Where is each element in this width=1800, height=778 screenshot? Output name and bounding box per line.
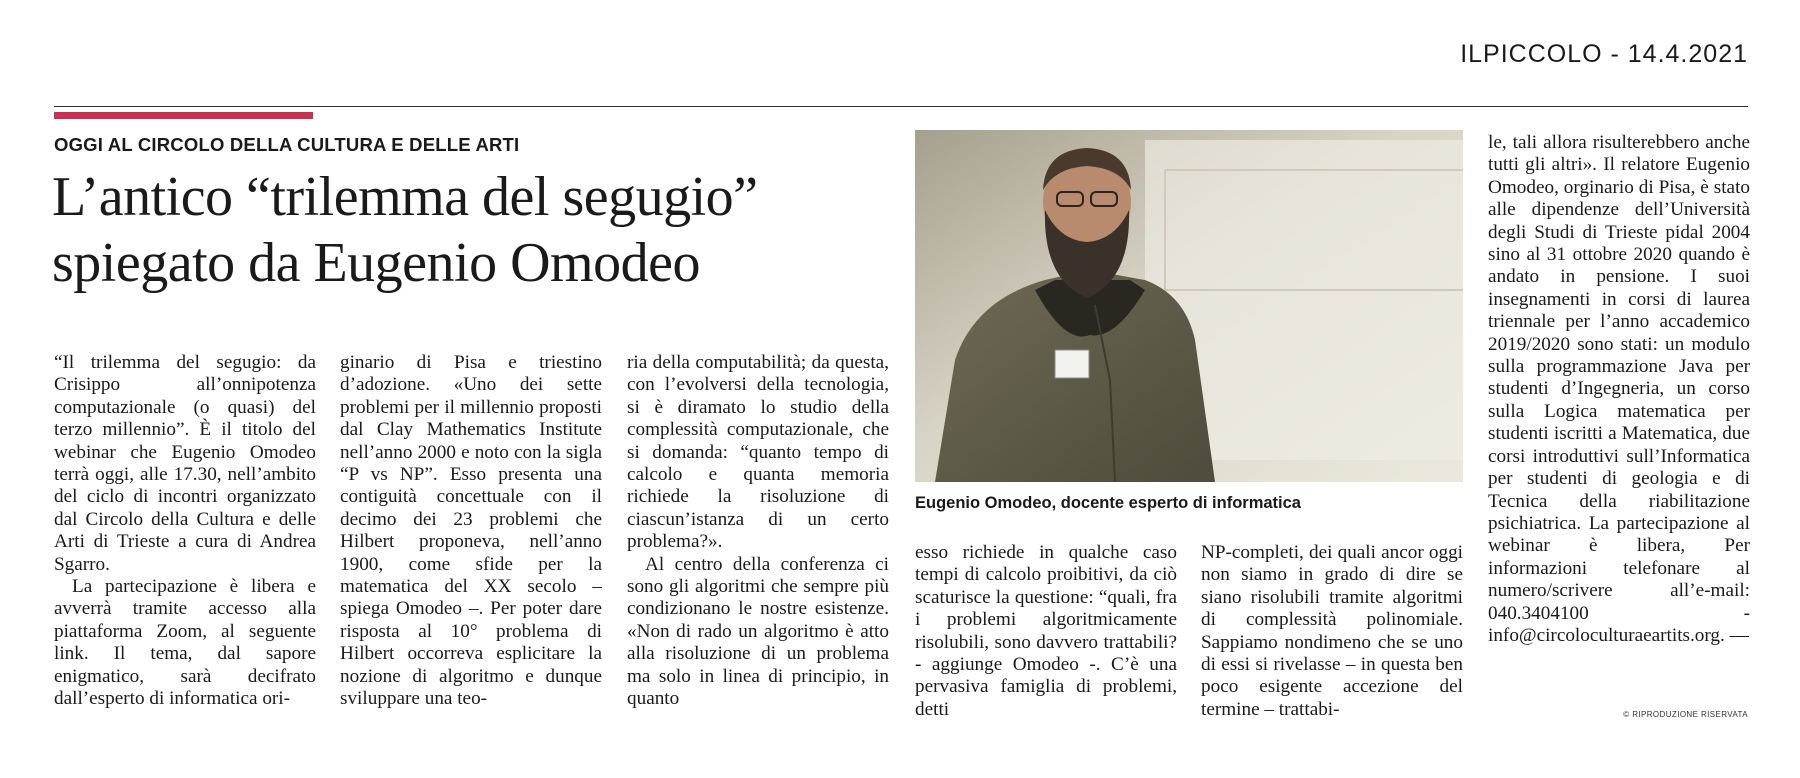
portrait-photo-icon <box>915 130 1463 482</box>
photo-caption: Eugenio Omodeo, docente esperto di informatica <box>915 494 1301 512</box>
paragraph: le, tali allora risulterebbero anche tutti gli altri». Il relatore Eugenio Omodeo, orginario di Pisa, è stato alle dipendenze dell’Università degli Studi di Trieste pidal 2004 sino al 31 ottobre 2020 quando è andato in pensione. I suoi insegnamenti in corsi di laurea triennale per l’anno accademico 2019/2020 sono stati: un modulo sulla programmazione Java per studenti d’Ingegneria, un corso sulla Logica matematica per studenti iscritti a Matematica, due corsi introduttivi sull’Informatica per studenti di geologia e di Tecnica della riabilitazione psichiatrica. La partecipazione al webinar è libera, Per informazioni telefonare al numero/scrivere all’e-mail: 040.3404100 - info@circoloculturaeartits.org. — <box>1488 132 1750 646</box>
accent-bar <box>54 112 313 119</box>
headline-line-2: spiegato da Eugenio Omodeo <box>52 232 700 294</box>
header-rule <box>54 106 1748 107</box>
paragraph: ria della computabilità; da questa, con l’evolversi della tecnologia, si è diramato lo studio della complessità computazionale, che si domanda: “quanto tempo di calcolo e quanta memoria richiede la risoluzione di ciascun’istanza di un certo problema?». <box>627 352 889 553</box>
paragraph: Al centro della conferenza ci sono gli algoritmi che sempre più condizionano le nostre esistenze. «Non di rado un algoritmo è atto alla risoluzione di un problema ma solo in linea di principio, in quanto <box>627 553 889 710</box>
article-column-3 <box>627 352 889 711</box>
kicker: OGGI AL CIRCOLO DELLA CULTURA E DELLE ARTI <box>54 134 520 155</box>
article-column-5 <box>1201 542 1463 721</box>
paragraph: La partecipazione è libera e avverrà tramite accesso alla piattaforma Zoom, al seguente link. Il tema, dal sapore enigmatico, sarà decifrato dall’esperto di informatica ori- <box>54 576 316 710</box>
paragraph: ginario di Pisa e triestino d’adozione. «Uno dei sette problemi per il millennio proposti dal Clay Mathematics Institute nell’anno 2000 e noto con la sigla “P vs NP”. Esso presenta una contiguità concettuale con il decimo dei 23 problemi che Hilbert proponeva, nell’anno 1900, come sfide per la matematica del XX secolo – spiega Omodeo –. Per poter dare risposta al 10° problema di Hilbert occorreva esplicitare la nozione di algoritmo e dunque sviluppare una teo- <box>340 352 602 710</box>
article-column-4 <box>915 542 1177 721</box>
article-column-1 <box>54 352 316 711</box>
paragraph: NP-completi, dei quali ancor oggi non siamo in grado di dire se siano risolubili tramite algoritmi di complessità polinomiale. Sappiamo nondimeno che se uno di essi si rivelasse – in questa ben poco esigente accezione del termine – trattabi- <box>1201 542 1463 720</box>
headline-line-1: L’antico “trilemma del segugio” <box>52 166 758 228</box>
headline <box>52 164 912 296</box>
article-column-2 <box>340 352 602 711</box>
article-column-6 <box>1488 132 1750 647</box>
paragraph: esso richiede in qualche caso tempi di calcolo proibitivi, da ciò scaturisce la questione: “quali, fra i problemi algoritmicamente risolubili, sono davvero trattabili? - aggiunge Omodeo -. C’è una pervasiva famiglia di problemi, detti <box>915 542 1177 720</box>
copyright-notice: © RIPRODUZIONE RISERVATA <box>1623 710 1748 719</box>
paragraph: “Il trilemma del segugio: da Crisippo all’onnipotenza computazionale (o quasi) del terzo millennio”. È il titolo del webinar che Eugenio Omodeo terrà oggi, alle 17.30, nell’ambito del ciclo di incontri organizzato dal Circolo della Cultura e delle Arti di Trieste a cura di Andrea Sgarro. <box>54 352 316 575</box>
masthead: ILPICCOLO - 14.4.2021 <box>1460 40 1748 68</box>
photo-illustration <box>915 130 1463 482</box>
